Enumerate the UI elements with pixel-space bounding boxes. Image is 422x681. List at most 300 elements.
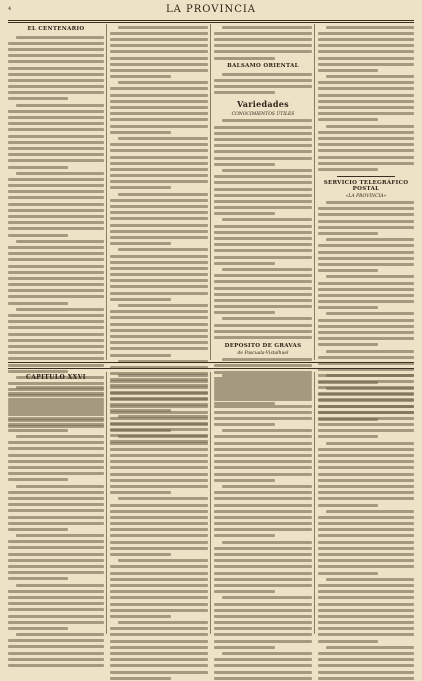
text-line — [110, 398, 208, 401]
text-line — [222, 374, 312, 377]
text-line — [8, 73, 104, 76]
text-line — [8, 116, 104, 119]
text-line — [110, 285, 208, 288]
text-line — [8, 227, 104, 230]
text-line — [8, 85, 104, 88]
text-line — [214, 534, 275, 537]
text-line — [110, 584, 208, 587]
text-line — [214, 188, 312, 191]
article-body — [318, 24, 414, 173]
novel-text — [110, 372, 208, 681]
text-line — [110, 38, 208, 41]
text-line — [326, 275, 414, 278]
text-line — [8, 478, 68, 481]
text-line — [8, 441, 104, 444]
text-line — [318, 522, 414, 525]
text-line — [110, 528, 208, 531]
text-line — [118, 26, 208, 29]
text-line — [214, 311, 275, 314]
text-line — [222, 596, 312, 599]
text-line — [110, 217, 208, 220]
text-line — [222, 268, 312, 271]
column-divider — [106, 24, 107, 360]
text-line — [214, 380, 312, 383]
text-line — [118, 621, 208, 624]
text-line — [214, 79, 312, 82]
text-line — [8, 454, 104, 457]
text-line — [8, 258, 104, 261]
folletin-rule — [8, 362, 414, 363]
text-line — [214, 386, 312, 389]
text-line — [8, 602, 104, 605]
text-line — [8, 54, 104, 57]
text-line — [318, 664, 414, 667]
text-line — [110, 205, 208, 208]
text-line — [110, 63, 208, 66]
telegraph-title: SERVICIO TELEGRÁFICO POSTAL — [323, 179, 409, 192]
deposito-title: DEPOSITO DE GRAVAS — [224, 342, 302, 349]
text-line — [318, 572, 378, 575]
text-line — [8, 302, 68, 305]
text-line — [8, 97, 68, 100]
novel-text — [214, 372, 312, 681]
text-line — [318, 94, 414, 97]
text-line — [110, 411, 208, 414]
text-line — [214, 398, 312, 401]
header-rule — [8, 20, 414, 21]
variedades-subtitle: CONOCIMIENTOS ÚTILES — [231, 111, 295, 117]
text-line — [8, 627, 68, 630]
text-line — [318, 251, 414, 254]
text-line — [110, 466, 208, 469]
text-line — [214, 442, 312, 445]
text-line — [8, 339, 104, 342]
text-line — [214, 565, 312, 568]
text-line — [214, 621, 312, 624]
text-line — [110, 106, 208, 109]
text-line — [214, 435, 312, 438]
text-line — [318, 380, 414, 383]
text-line — [318, 652, 414, 655]
text-line — [110, 112, 208, 115]
text-line — [110, 267, 208, 270]
text-line — [214, 497, 312, 500]
text-line — [8, 491, 104, 494]
column-divider — [314, 372, 315, 634]
text-line — [110, 658, 208, 661]
deposito-subtitle: de Pascuala-Vistalhuel — [237, 350, 289, 356]
text-line — [8, 166, 68, 169]
text-line — [214, 491, 312, 494]
text-line — [318, 269, 378, 272]
text-line — [8, 540, 104, 543]
text-line — [8, 351, 104, 354]
text-line — [110, 211, 208, 214]
text-line — [326, 312, 414, 315]
text-line — [318, 423, 414, 426]
text-line — [214, 299, 312, 302]
text-line — [318, 232, 378, 235]
text-line — [214, 225, 312, 228]
text-line — [118, 81, 208, 84]
text-line — [110, 541, 208, 544]
text-line — [110, 596, 208, 599]
text-line — [318, 671, 414, 674]
text-line — [214, 231, 312, 234]
text-line — [8, 271, 104, 274]
text-line — [318, 156, 414, 159]
text-line — [110, 646, 208, 649]
text-line — [214, 633, 312, 636]
text-line — [214, 206, 312, 209]
page-number: 4 — [8, 6, 12, 12]
column-divider — [314, 24, 315, 360]
text-line — [222, 429, 312, 432]
text-line — [214, 473, 312, 476]
text-line — [110, 44, 208, 47]
text-line — [110, 565, 208, 568]
text-line — [222, 317, 312, 320]
text-line — [8, 658, 104, 661]
text-line — [8, 608, 104, 611]
text-line — [318, 131, 414, 134]
text-line — [318, 149, 414, 152]
text-line — [8, 429, 68, 432]
text-line — [222, 541, 312, 544]
text-line — [110, 341, 208, 344]
text-line — [118, 497, 208, 500]
text-line — [318, 392, 414, 395]
text-line — [326, 201, 414, 204]
text-line — [8, 472, 104, 475]
folletin-column-4 — [318, 372, 414, 681]
text-line — [318, 257, 414, 260]
text-line — [318, 640, 378, 643]
text-line — [16, 240, 104, 243]
text-line — [110, 57, 208, 60]
text-line — [214, 578, 312, 581]
text-line — [214, 460, 312, 463]
text-line — [8, 184, 104, 187]
text-line — [8, 67, 104, 70]
text-line — [110, 230, 208, 233]
text-line — [8, 159, 104, 162]
text-line — [214, 603, 312, 606]
header-rule-2 — [8, 22, 414, 23]
text-line — [110, 261, 208, 264]
text-line — [8, 203, 104, 206]
text-line — [110, 633, 208, 636]
text-line — [214, 522, 312, 525]
text-line — [318, 300, 414, 303]
text-line — [8, 516, 104, 519]
text-line — [8, 91, 104, 94]
text-line — [8, 60, 104, 63]
text-line — [222, 73, 312, 76]
text-line — [110, 510, 208, 513]
text-line — [326, 442, 414, 445]
text-line — [110, 224, 208, 227]
text-line — [214, 163, 275, 166]
text-line — [214, 194, 312, 197]
text-line — [214, 138, 312, 141]
text-line — [318, 356, 414, 359]
text-line — [214, 479, 275, 482]
text-line — [110, 156, 208, 159]
text-line — [318, 343, 378, 346]
text-line — [110, 236, 208, 239]
text-line — [110, 125, 208, 128]
text-line — [110, 627, 208, 630]
text-line — [8, 221, 104, 224]
text-line — [8, 320, 104, 323]
text-line — [214, 44, 312, 47]
text-line — [8, 265, 104, 268]
text-line — [214, 677, 312, 680]
text-line — [110, 87, 208, 90]
text-line — [8, 277, 104, 280]
text-line — [110, 180, 208, 183]
text-line — [118, 435, 208, 438]
text-line — [214, 392, 312, 395]
text-line — [8, 497, 104, 500]
text-line — [110, 485, 208, 488]
text-line — [110, 94, 208, 97]
text-line — [214, 584, 312, 587]
text-line — [214, 448, 312, 451]
text-line — [110, 149, 208, 152]
text-line — [110, 273, 208, 276]
text-line — [8, 546, 104, 549]
text-line — [318, 100, 414, 103]
text-line — [8, 141, 104, 144]
novel-text — [318, 372, 414, 681]
text-line — [110, 316, 208, 319]
text-line — [110, 255, 208, 258]
text-line — [214, 50, 312, 53]
text-line — [8, 178, 104, 181]
text-line — [8, 122, 104, 125]
text-line — [318, 621, 414, 624]
text-line — [110, 603, 208, 606]
text-line — [214, 336, 312, 339]
text-line — [318, 294, 414, 297]
text-line — [8, 326, 104, 329]
text-line — [326, 350, 414, 353]
text-line — [8, 190, 104, 193]
text-line — [110, 677, 171, 680]
text-line — [8, 423, 104, 426]
text-line — [318, 44, 414, 47]
text-line — [16, 386, 104, 389]
text-line — [214, 91, 275, 94]
text-line — [318, 168, 378, 171]
text-line — [214, 646, 275, 649]
text-line — [214, 547, 312, 550]
text-line — [8, 410, 104, 413]
text-line — [214, 150, 312, 153]
text-line — [118, 193, 208, 196]
text-line — [110, 640, 208, 643]
text-line — [16, 104, 104, 107]
column-divider — [106, 372, 107, 634]
text-line — [110, 578, 208, 581]
text-line — [110, 405, 208, 408]
text-line — [110, 504, 208, 507]
text-line — [110, 143, 208, 146]
text-line — [318, 448, 414, 451]
folletin-column-1 — [8, 372, 104, 669]
text-line — [318, 63, 414, 66]
text-line — [16, 485, 104, 488]
text-line — [8, 621, 104, 624]
text-line — [318, 106, 414, 109]
text-line — [110, 590, 208, 593]
text-line — [110, 429, 171, 432]
text-line — [326, 75, 414, 78]
text-line — [214, 256, 312, 259]
text-line — [8, 153, 104, 156]
text-line — [318, 282, 414, 285]
text-line — [318, 460, 414, 463]
text-line — [326, 510, 414, 513]
text-line — [222, 218, 312, 221]
text-line — [110, 118, 208, 121]
text-line — [110, 279, 208, 282]
text-line — [8, 577, 68, 580]
text-line — [318, 658, 414, 661]
text-line — [214, 293, 312, 296]
text-line — [16, 36, 104, 39]
text-line — [110, 199, 208, 202]
text-line — [214, 175, 312, 178]
text-line — [8, 664, 104, 667]
text-line — [8, 553, 104, 556]
text-line — [110, 442, 208, 445]
text-line — [110, 454, 208, 457]
text-line — [8, 528, 68, 531]
text-line — [8, 417, 104, 420]
text-line — [110, 354, 171, 357]
text-line — [318, 485, 414, 488]
text-line — [8, 295, 104, 298]
text-line — [318, 331, 414, 334]
text-line — [214, 157, 312, 160]
chapter-title: CAPITULO XXVI — [26, 374, 86, 381]
text-line — [318, 220, 414, 223]
balsamo-title: BALSAMO ORIENTAL — [227, 63, 299, 70]
text-line — [318, 162, 414, 165]
text-line — [318, 143, 414, 146]
text-line — [8, 357, 104, 360]
text-line — [8, 590, 104, 593]
section-title: EL CENTENARIO — [27, 26, 85, 32]
text-line — [110, 479, 208, 482]
text-line — [318, 559, 414, 562]
text-line — [318, 325, 414, 328]
text-line — [110, 448, 208, 451]
text-line — [8, 79, 104, 82]
text-line — [318, 553, 414, 556]
text-line — [214, 249, 312, 252]
text-line — [110, 609, 208, 612]
text-line — [110, 131, 171, 134]
text-line — [110, 69, 208, 72]
text-line — [110, 75, 171, 78]
variedades-title: Variedades — [237, 98, 289, 109]
text-line — [16, 534, 104, 537]
text-line — [318, 87, 414, 90]
text-line — [8, 147, 104, 150]
article-body — [214, 24, 312, 61]
text-line — [318, 398, 414, 401]
text-line — [214, 126, 312, 129]
text-line — [214, 280, 312, 283]
text-line — [318, 633, 414, 636]
text-line — [318, 479, 414, 482]
text-line — [110, 292, 208, 295]
text-line — [110, 386, 208, 389]
text-line — [110, 516, 208, 519]
text-line — [110, 310, 208, 313]
column-1 — [8, 24, 104, 430]
text-line — [318, 57, 414, 60]
folletin-column-3 — [214, 372, 312, 681]
text-line — [326, 646, 414, 649]
text-line — [110, 168, 208, 171]
text-line — [214, 364, 312, 367]
text-line — [318, 81, 414, 84]
text-line — [110, 671, 208, 674]
text-line — [318, 213, 414, 216]
text-line — [214, 572, 312, 575]
text-line — [8, 509, 104, 512]
text-line — [214, 274, 312, 277]
text-line — [110, 553, 171, 556]
text-line — [16, 308, 104, 311]
text-line — [8, 246, 104, 249]
text-line — [318, 411, 414, 414]
masthead: LA PROVINCIA — [165, 4, 257, 15]
text-line — [110, 380, 208, 383]
text-line — [318, 615, 414, 618]
text-line — [8, 135, 104, 138]
text-line — [110, 323, 208, 326]
text-line — [318, 137, 414, 140]
text-line — [118, 248, 208, 251]
text-line — [222, 358, 312, 361]
text-line — [8, 615, 104, 618]
text-line — [8, 234, 68, 237]
text-line — [318, 226, 414, 229]
text-line — [8, 565, 104, 568]
text-line — [214, 510, 312, 513]
text-line — [8, 215, 104, 218]
text-line — [118, 374, 208, 377]
text-line — [318, 491, 414, 494]
text-line — [214, 287, 312, 290]
text-line — [326, 26, 414, 29]
article-body — [8, 34, 104, 430]
text-line — [214, 417, 312, 420]
text-line — [118, 559, 208, 562]
text-line — [8, 283, 104, 286]
text-line — [214, 32, 312, 35]
text-line — [8, 48, 104, 51]
page-header — [8, 4, 414, 20]
text-line — [318, 38, 414, 41]
text-line — [110, 186, 171, 189]
